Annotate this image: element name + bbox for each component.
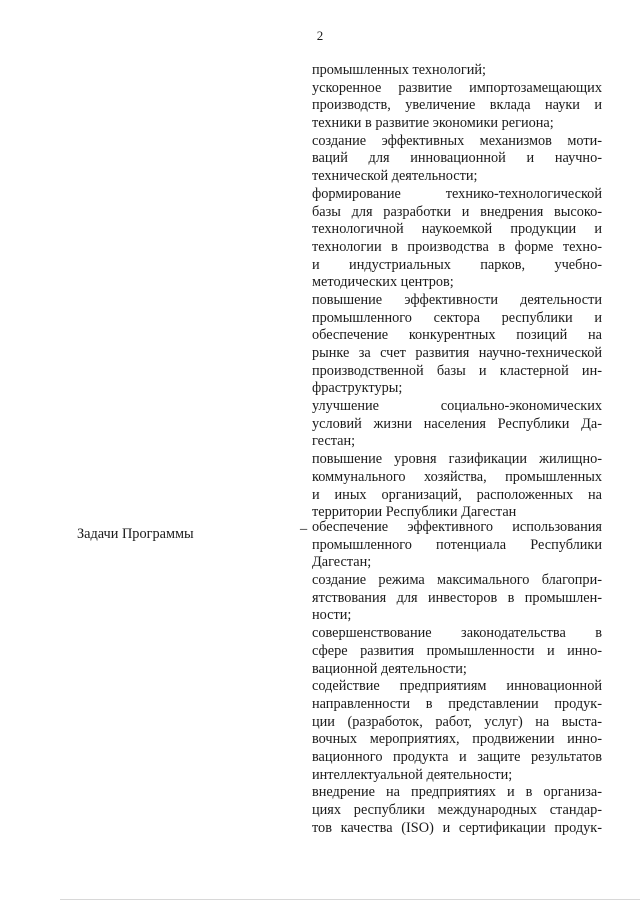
- tasks-line: направленности в представлении продук-: [312, 695, 602, 712]
- goals-line: формирование технико-технологической: [312, 185, 602, 202]
- tasks-line: ции (разработок, работ, услуг) на выста-: [312, 713, 602, 730]
- goals-line: рынке за счет развития научно-технической: [312, 345, 602, 361]
- goals-text-block: [312, 62, 602, 522]
- tasks-line: вационного продукта и защите результатов: [312, 748, 602, 765]
- tasks-label: Задачи Программы: [77, 526, 194, 542]
- goals-line: коммунального хозяйства, промышленных: [312, 468, 602, 485]
- goals-line: обеспечение конкурентных позиций на: [312, 327, 602, 344]
- tasks-line: Дагестан;: [312, 554, 372, 571]
- goals-line: технологичной наукоемкой продукции и: [312, 221, 602, 238]
- goals-line: промышленных технологий;: [312, 62, 487, 78]
- tasks-line: интеллектуальной деятельности;: [312, 766, 513, 783]
- goals-line: производственной базы и кластерной ин-: [312, 362, 602, 379]
- tasks-line: циях республики международных стандар-: [312, 802, 602, 818]
- tasks-line: обеспечение эффективного использования: [312, 519, 602, 535]
- goals-line: гестан;: [312, 433, 356, 450]
- goals-line: методических центров;: [312, 274, 454, 291]
- goals-line: ускоренное развитие импортозамещающих: [312, 79, 602, 96]
- tasks-text-block: [312, 519, 602, 837]
- tasks-line: совершенствование законодательства в: [312, 625, 602, 642]
- tasks-line: тов качества (ISO) и сертификации продук-: [312, 819, 602, 836]
- goals-line: и индустриальных парков, учебно-: [312, 256, 602, 273]
- tasks-line: содействие предприятиям инновационной: [312, 678, 602, 695]
- tasks-line: внедрение на предприятиях и в организа-: [312, 784, 602, 801]
- list-dash: –: [300, 521, 308, 537]
- page-bottom-edge: [60, 899, 640, 900]
- tasks-line: создание режима максимального благопри-: [312, 572, 602, 589]
- goals-line: техники в развитие экономики региона;: [312, 115, 554, 132]
- goals-line: технической деятельности;: [312, 168, 478, 185]
- tasks-line: вочных мероприятиях, продвижении инно-: [312, 731, 602, 748]
- goals-line: условий жизни населения Республики Да-: [312, 415, 602, 432]
- goals-line: создание эффективных механизмов моти-: [312, 132, 602, 149]
- tasks-line: вационной деятельности;: [312, 660, 467, 677]
- goals-line: ваций для инновационной и научно-: [312, 150, 602, 167]
- goals-line: технологии в производства в форме техно-: [312, 238, 602, 255]
- goals-line: и иных организаций, расположенных на: [312, 486, 602, 503]
- goals-line: улучшение социально-экономических: [312, 398, 602, 415]
- goals-line: повышение эффективности деятельности: [312, 291, 602, 308]
- goals-line: повышение уровня газификации жилищно-: [312, 451, 602, 468]
- tasks-line: промышленного потенциала Республики: [312, 536, 602, 553]
- goals-line: территории Республики Дагестан: [312, 504, 517, 521]
- goals-line: базы для разработки и внедрения высоко-: [312, 203, 602, 220]
- goals-line: фраструктуры;: [312, 380, 403, 397]
- page-number: 2: [316, 28, 324, 43]
- tasks-line: сфере развития промышленности и инно-: [312, 642, 602, 659]
- tasks-line: ности;: [312, 607, 352, 624]
- goals-line: промышленного сектора республики и: [312, 309, 602, 326]
- tasks-line: ятствования для инвесторов в промышлен-: [312, 589, 602, 606]
- goals-line: производств, увеличение вклада науки и: [312, 97, 602, 114]
